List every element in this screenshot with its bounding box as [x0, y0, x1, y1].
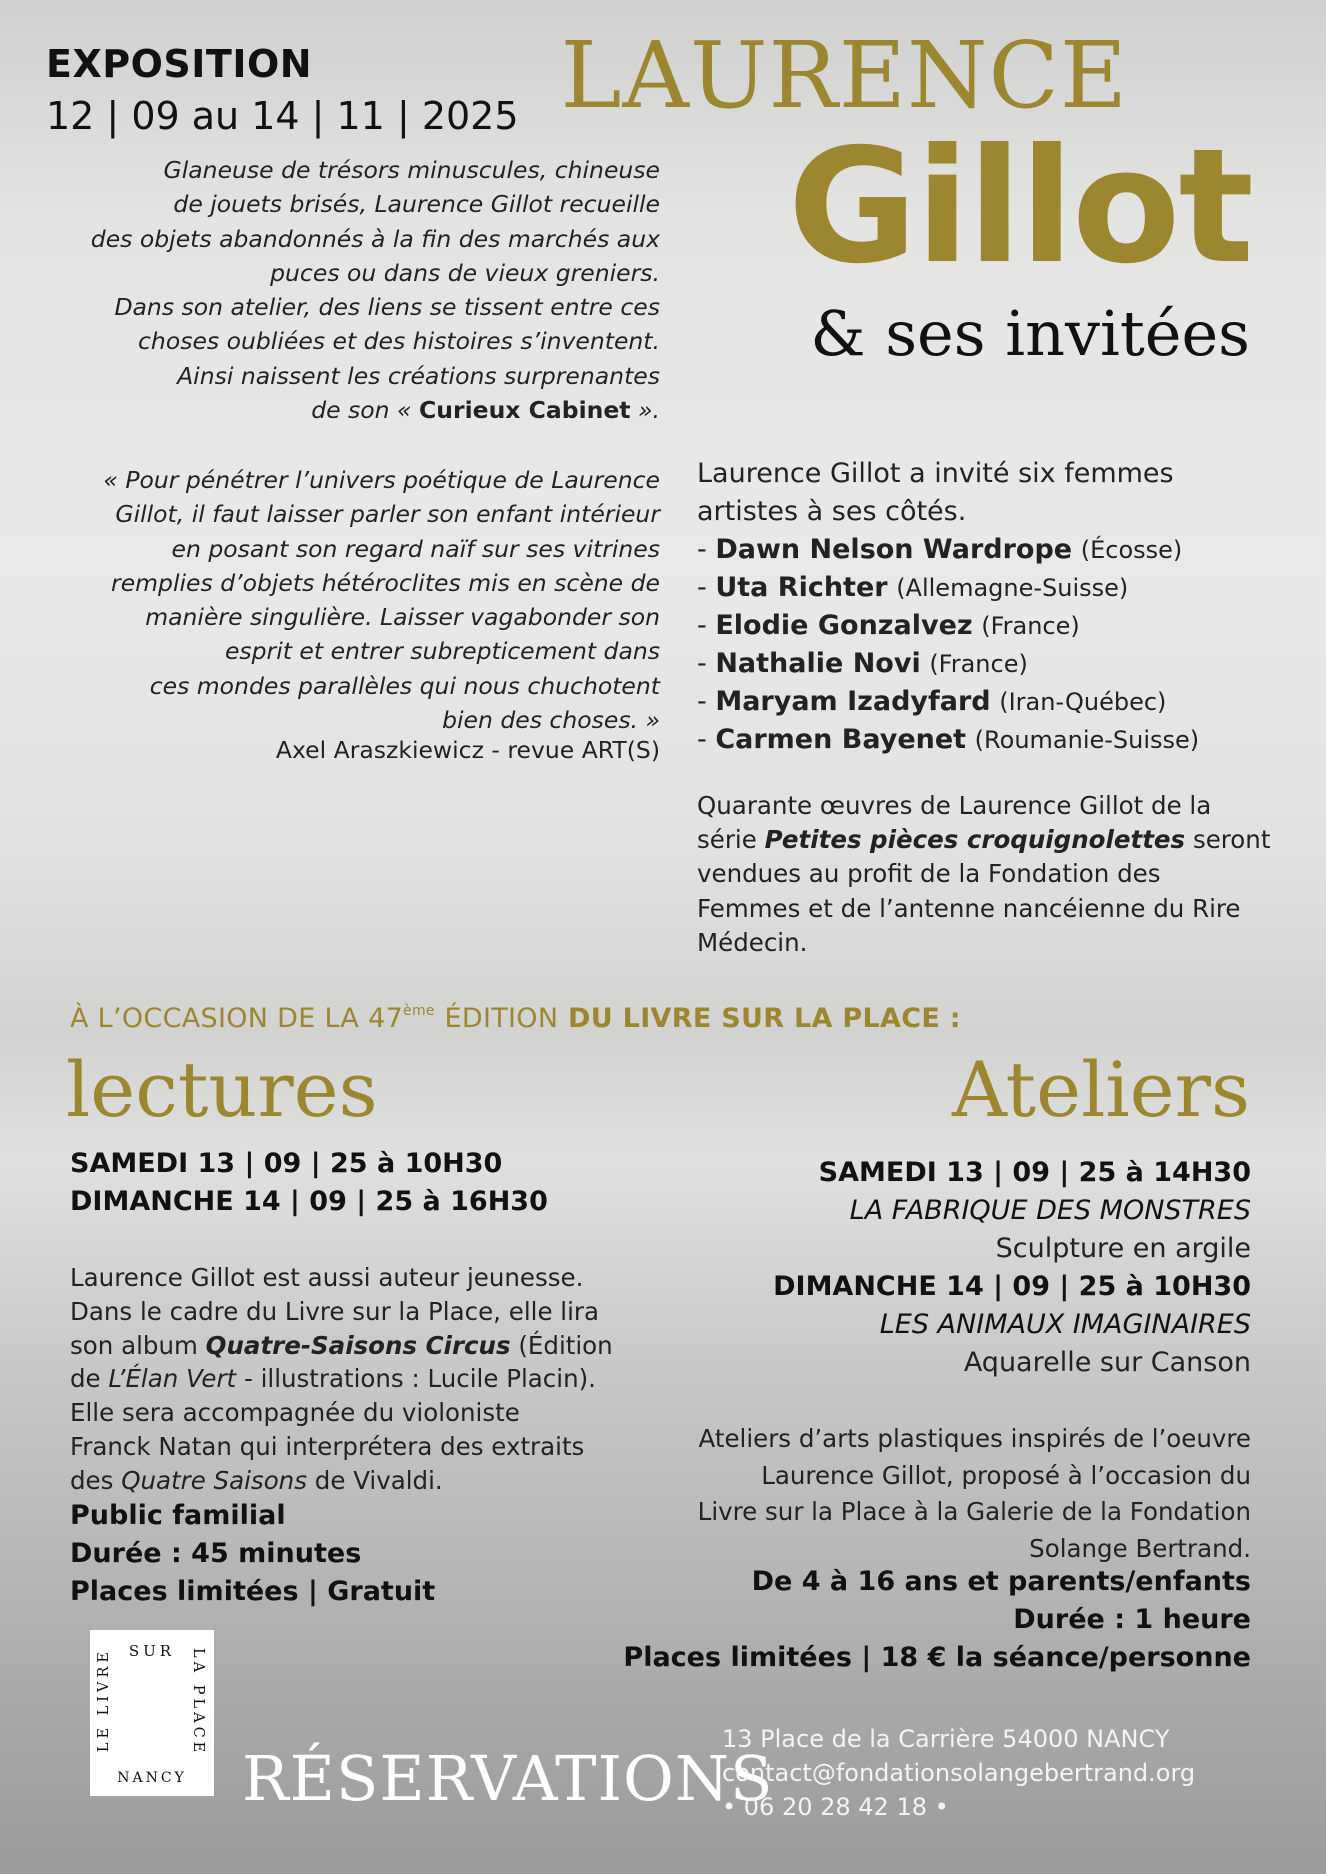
album-title: Quatre-Saisons Circus	[205, 1330, 511, 1360]
sale-line2-prefix: série	[697, 825, 757, 855]
ateliers-schedule	[611, 1154, 1251, 1382]
quote-line: Gillot, il faut laisser parler son enfant intérieur	[115, 500, 660, 529]
artist-first-name: LAURENCE	[560, 22, 1128, 129]
atelier-technique: Sculpture en argile	[995, 1233, 1251, 1264]
lectures-date: SAMEDI 13 | 09 | 25 à 10H30	[70, 1148, 503, 1179]
intro-line: des objets abandonnés à la fin des marchés aux	[90, 224, 660, 253]
lectures-dates	[70, 1145, 548, 1221]
lectures-line	[70, 1329, 630, 1363]
lectures-info-line: Public familial	[70, 1500, 286, 1531]
occasion-part2: ÉDITION	[444, 1003, 559, 1034]
ateliers-desc-line: Solange Bertrand.	[1029, 1533, 1251, 1563]
lectures-line: Elle sera accompagnée du violoniste	[70, 1398, 520, 1428]
quote-line: « Pour pénétrer l’univers poétique de Laurence	[103, 466, 660, 494]
series-title: Petites pièces croquignolettes	[764, 825, 1186, 855]
atelier-date: SAMEDI 13 | 09 | 25 à 14H30	[818, 1157, 1251, 1188]
ateliers-desc-line: Ateliers d’arts plastiques inspirés de l’oeuvre	[698, 1424, 1251, 1453]
guest-country: (France)	[929, 650, 1028, 678]
lectures-line: Laurence Gillot est aussi auteur jeunesse.	[70, 1263, 584, 1292]
atelier-work: LES ANIMAUX IMAGINAIRES	[879, 1309, 1251, 1340]
lectures-line	[70, 1362, 630, 1396]
quote-line: manière singulière. Laisser vagabonder son	[145, 603, 660, 632]
lectures-info-line: Places limitées | Gratuit	[70, 1576, 436, 1607]
lectures-line: Franck Natan qui interprétera des extraits	[70, 1431, 585, 1461]
exposition-dates: 12 | 09 au 14 | 11 | 2025	[46, 94, 519, 138]
quote-line: esprit et entrer subrepticement dans	[224, 637, 660, 666]
quote-author: Axel Araszkiewicz - revue ART(S)	[275, 736, 660, 764]
occasion-sup: ème	[403, 1003, 435, 1019]
guests-intro: artistes à ses côtés.	[697, 496, 967, 527]
reservations-heading: RÉSERVATIONS	[242, 1742, 774, 1815]
lectures-t7-prefix: des	[70, 1465, 114, 1495]
title-subtitle: & ses invitées	[810, 297, 1250, 370]
guest-country: (Allemagne-Suisse)	[896, 574, 1129, 602]
guest-country: (France)	[981, 612, 1080, 640]
atelier-work: LA FABRIQUE DES MONSTRES	[849, 1195, 1251, 1226]
lectures-description	[70, 1261, 630, 1498]
curieux-cabinet: Curieux Cabinet	[419, 396, 631, 425]
livre-sur-la-place-logo	[90, 1630, 214, 1796]
guest-name: Maryam Izadyfard	[715, 686, 991, 717]
guest-name: Carmen Bayenet	[715, 724, 967, 755]
exposition-heading: EXPOSITION	[46, 42, 313, 86]
guest-item: - Elodie Gonzalvez (France)	[697, 610, 1080, 641]
sale-line: Médecin.	[697, 927, 808, 957]
ateliers-desc-line: Livre sur la Place à la Galerie de la Fondation	[697, 1497, 1251, 1526]
occasion-part1: À L’OCCASION DE LA 47	[70, 1003, 404, 1034]
intro-paragraph	[40, 153, 660, 427]
contact-address: 13 Place de la Carrière 54000 NANCY	[722, 1725, 1170, 1753]
guest-artists	[697, 455, 1297, 759]
quote-paragraph	[40, 463, 660, 737]
guest-item: - Maryam Izadyfard (Iran-Québec)	[697, 686, 1167, 717]
guest-item: - Nathalie Novi (France)	[697, 648, 1028, 679]
ateliers-title: Ateliers	[952, 1045, 1250, 1134]
lectures-info	[70, 1497, 435, 1611]
lectures-title: lectures	[66, 1045, 378, 1134]
work-title: Quatre Saisons	[121, 1465, 307, 1495]
lectures-t4-suffix: - illustrations : Lucile Placin).	[243, 1364, 596, 1394]
guests-intro: Laurence Gillot a invité six femmes	[697, 458, 1174, 489]
contact-phone[interactable]: • 06 20 28 42 18 •	[722, 1793, 949, 1821]
guest-name: Dawn Nelson Wardrope	[715, 534, 1073, 565]
lectures-t3-prefix: son album	[70, 1330, 198, 1360]
occasion-heading	[70, 1003, 961, 1034]
guest-item: - Carmen Bayenet (Roumanie-Suisse)	[697, 724, 1200, 755]
logo-le-livre: LE LIVRE	[96, 1648, 112, 1753]
contact-block	[722, 1722, 1195, 1824]
sale-line2-suffix: seront	[1192, 825, 1271, 855]
ateliers-desc-line: Laurence Gillot, proposé à l’occasion du	[761, 1460, 1251, 1490]
intro-line: puces ou dans de vieux greniers.	[270, 258, 660, 287]
sale-line	[697, 823, 1297, 857]
quote-line: bien des choses. »	[442, 706, 660, 735]
sale-line: Femmes et de l’antenne nancéienne du Rire	[697, 893, 1241, 923]
ateliers-info	[611, 1563, 1251, 1677]
intro-last-line	[40, 393, 660, 427]
intro-line: de jouets brisés, Laurence Gillot recueille	[173, 190, 660, 219]
intro-line: Dans son atelier, des liens se tissent entre ces	[114, 293, 660, 322]
guest-country: (Iran-Québec)	[999, 688, 1167, 716]
logo-sur: SUR	[128, 1642, 176, 1660]
lectures-date: DIMANCHE 14 | 09 | 25 à 16H30	[70, 1186, 548, 1217]
intro-last-prefix: de son «	[311, 396, 412, 425]
intro-line: Glaneuse de trésors minuscules, chineuse	[163, 156, 660, 184]
ateliers-info-line: Places limitées | 18 € la séance/personne	[623, 1642, 1251, 1673]
sale-line: vendues au profit de la Fondation des	[697, 859, 1161, 889]
ateliers-info-line: Durée : 1 heure	[1013, 1604, 1251, 1635]
publisher-name: L’Élan Vert	[108, 1364, 237, 1394]
lectures-line	[70, 1464, 630, 1498]
lectures-t7-suffix: de Vivaldi.	[314, 1465, 443, 1495]
intro-line: choses oubliées et des histoires s’inventent.	[138, 327, 660, 356]
occasion-part3: DU LIVRE SUR LA PLACE :	[568, 1003, 961, 1034]
ateliers-description	[611, 1421, 1251, 1567]
guest-name: Elodie Gonzalvez	[715, 610, 973, 641]
guest-country: (Roumanie-Suisse)	[974, 726, 1200, 754]
guest-item: - Dawn Nelson Wardrope (Écosse)	[697, 534, 1183, 565]
ateliers-info-line: De 4 à 16 ans et parents/enfants	[751, 1566, 1251, 1597]
atelier-technique: Aquarelle sur Canson	[963, 1347, 1251, 1378]
sale-paragraph	[697, 789, 1297, 960]
guest-country: (Écosse)	[1080, 536, 1183, 564]
quote-line: remplies d’objets hétéroclites mis en scène de	[111, 568, 660, 597]
intro-last-suffix: ».	[638, 396, 660, 425]
lectures-t3-suffix: (Édition	[518, 1330, 613, 1360]
quote-line: ces mondes parallèles qui nous chuchotent	[149, 671, 660, 700]
lectures-line: Dans le cadre du Livre sur la Place, elle lira	[70, 1296, 599, 1326]
guest-name: Nathalie Novi	[715, 648, 921, 679]
intro-line: Ainsi naissent les créations surprenantes	[177, 361, 660, 390]
guest-item: - Uta Richter (Allemagne-Suisse)	[697, 572, 1129, 603]
logo-la-place: LA PLACE	[190, 1648, 206, 1757]
sale-line: Quarante œuvres de Laurence Gillot de la	[697, 791, 1212, 820]
contact-email[interactable]: contact@fondationsolangebertrand.org	[722, 1759, 1196, 1787]
guest-name: Uta Richter	[715, 572, 888, 603]
quote-line: en posant son regard naïf sur ses vitrines	[171, 534, 660, 563]
atelier-date: DIMANCHE 14 | 09 | 25 à 10H30	[773, 1271, 1251, 1302]
logo-nancy: NANCY	[117, 1770, 187, 1786]
lectures-info-line: Durée : 45 minutes	[70, 1538, 362, 1569]
artist-last-name: Gillot	[787, 115, 1252, 299]
lectures-t4-prefix: de	[70, 1364, 101, 1394]
